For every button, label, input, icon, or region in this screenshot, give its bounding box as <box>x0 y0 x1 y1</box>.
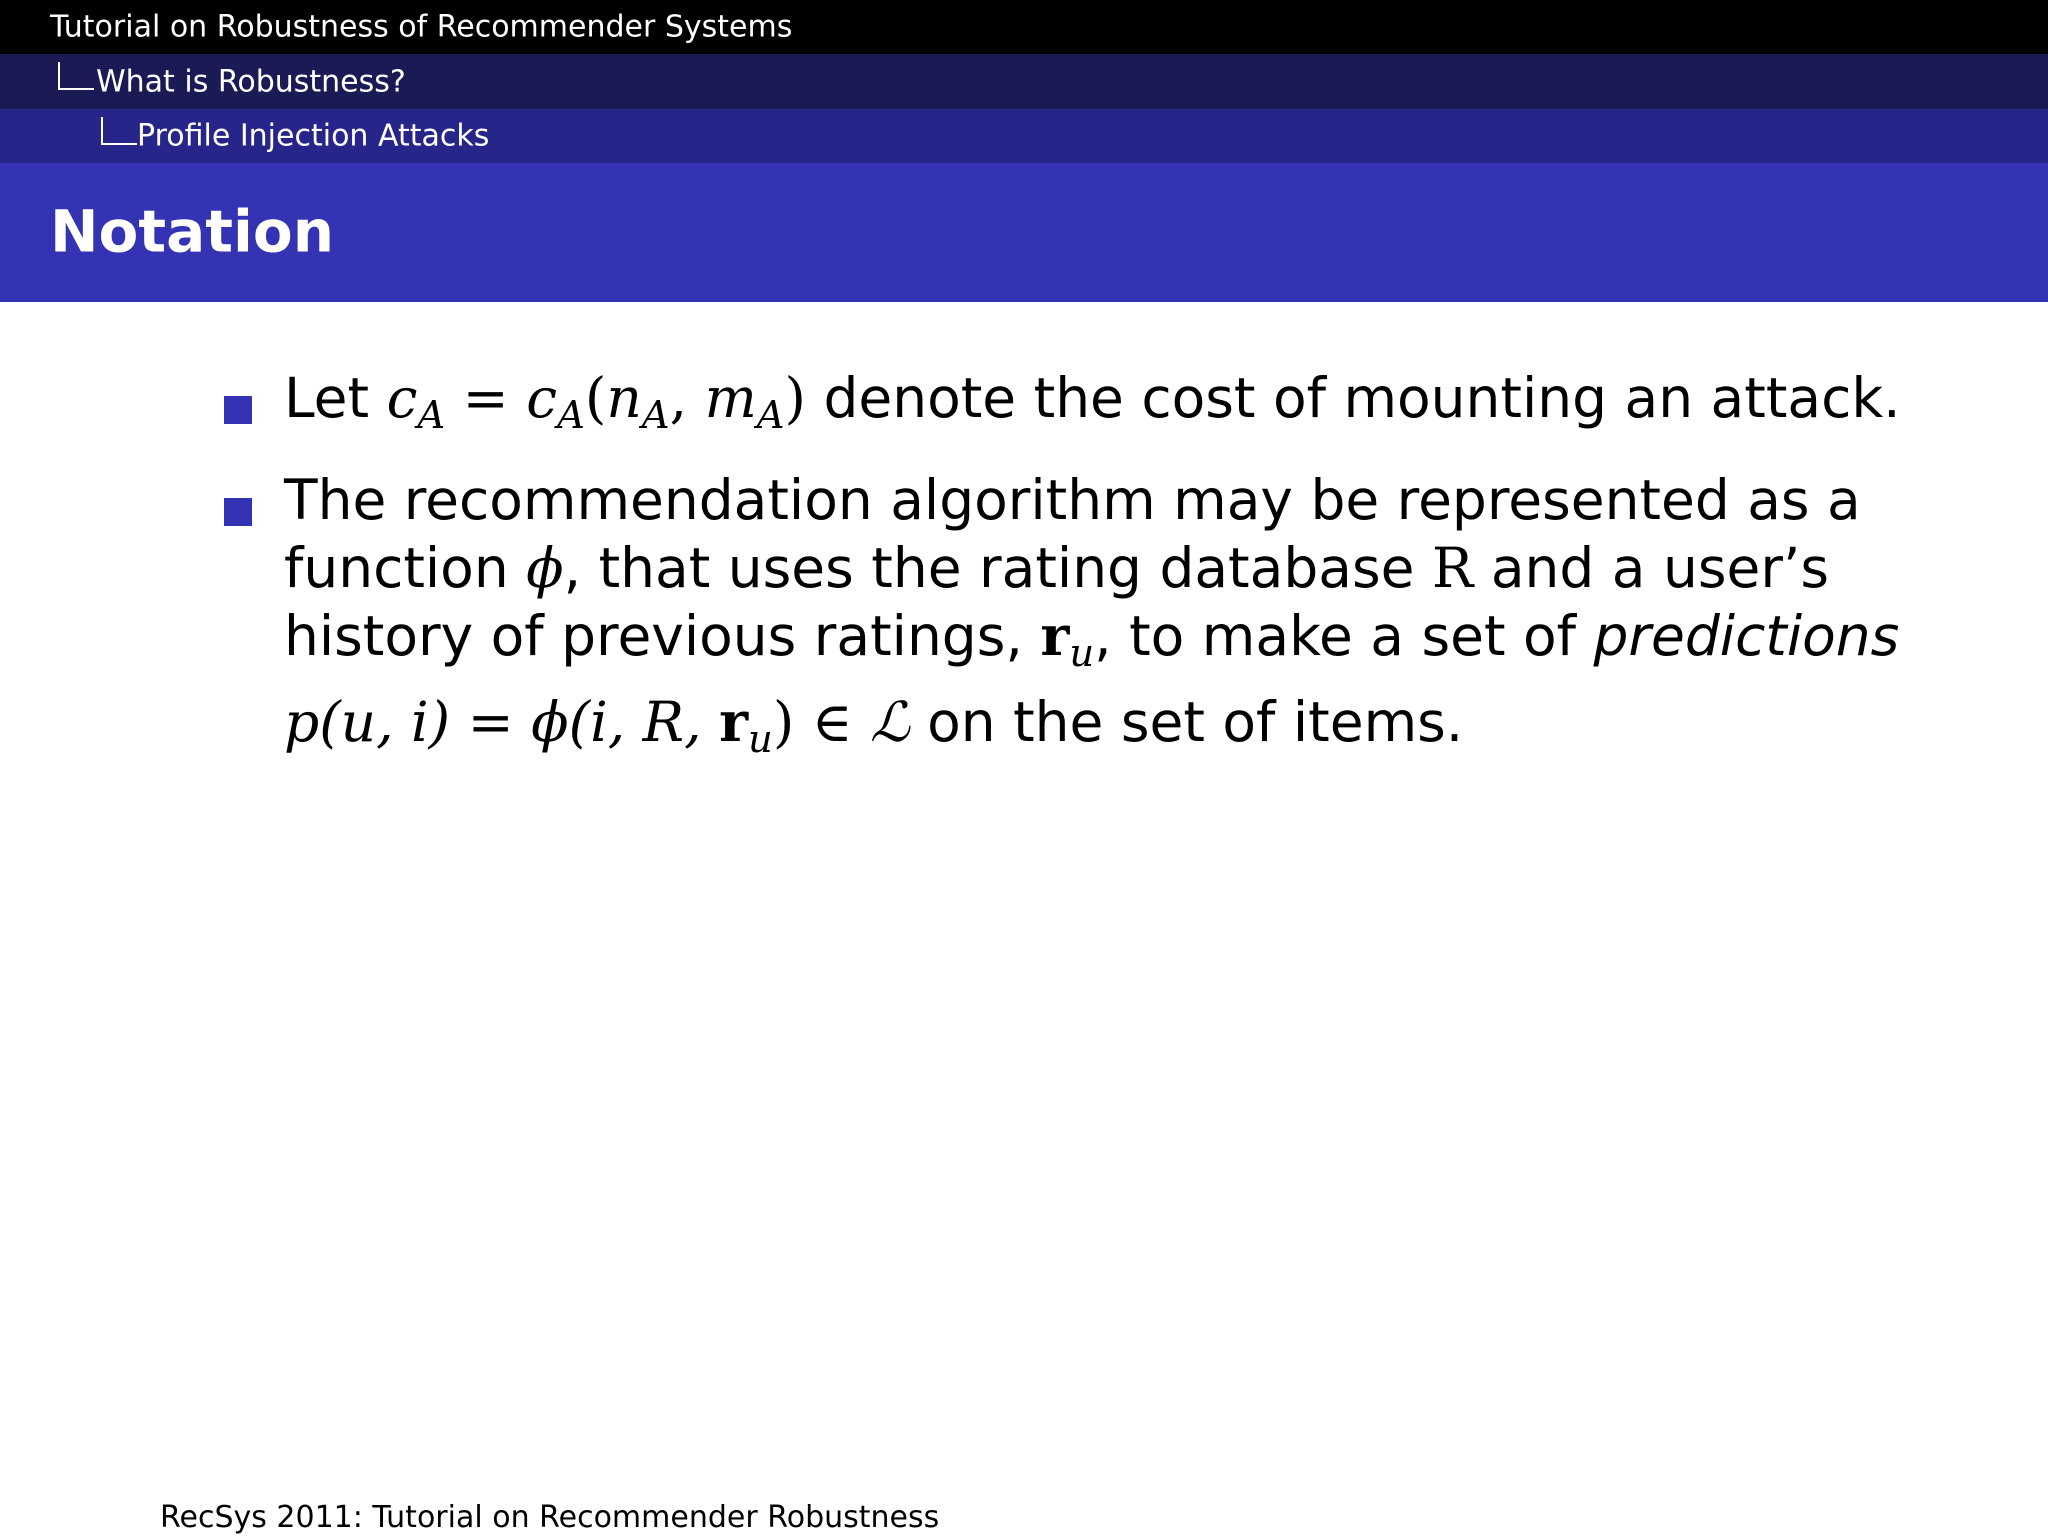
subsection-title: Profile Injection Attacks <box>137 118 490 154</box>
math-n: n <box>606 366 642 430</box>
math-subscript: A <box>641 392 670 438</box>
footer-text: RecSys 2011: Tutorial on Recommender Robustness <box>160 1500 940 1535</box>
math-r-bold: r <box>719 688 749 754</box>
math-paren: ( <box>584 366 607 430</box>
math-paren: ) <box>784 366 806 430</box>
math-equals: = <box>450 689 532 754</box>
tree-branch-icon <box>58 62 94 90</box>
frame-title: Notation <box>50 197 334 266</box>
bullet-text: , that uses the rating database <box>563 535 1432 600</box>
bullet-text: , to make a set of <box>1094 603 1594 668</box>
math-subscript: u <box>1069 630 1095 676</box>
math-phi-call: ϕ(i, R, <box>531 689 720 754</box>
bullet-item-cost <box>222 364 1902 450</box>
bullet-text: Let <box>284 366 387 430</box>
presentation-title: Tutorial on Robustness of Recommender Systems <box>50 9 793 45</box>
frame-title-bar <box>0 163 2048 302</box>
bullet-square-icon <box>224 498 252 526</box>
math-r-bold: r <box>1040 602 1070 668</box>
math-c: c <box>386 366 418 430</box>
math-c: c <box>526 366 558 430</box>
math-subscript: u <box>748 716 773 762</box>
header-subsection-band <box>0 109 2048 163</box>
math-element-of: ∈ <box>794 689 870 754</box>
math-comma: , <box>669 366 705 430</box>
math-subscript: A <box>557 392 585 438</box>
math-phi: ϕ <box>526 535 564 600</box>
emphasis-predictions: predictions <box>1593 603 1900 668</box>
bullet-text: and a user’s history of previous ratings, <box>284 535 1830 668</box>
slide-content <box>222 364 1902 789</box>
math-m: m <box>704 366 757 430</box>
math-equals: = <box>445 366 527 430</box>
bullet-text: on the set of items. <box>909 689 1464 754</box>
bullet-square-icon <box>224 396 252 424</box>
math-p-u-i: p(u, i) <box>284 689 451 754</box>
bullet-item-algorithm <box>222 466 1902 774</box>
math-subscript: A <box>756 392 785 438</box>
bullet-text: The recommendation algorithm may be represented as a function <box>284 467 1861 600</box>
header-presentation-band <box>0 0 2048 54</box>
tree-branch-icon <box>101 117 137 145</box>
math-R: R <box>1431 535 1474 600</box>
bullet-text: denote the cost of mounting an attack. <box>806 366 1901 430</box>
math-script-L: ℒ <box>870 689 910 754</box>
math-paren: ) <box>772 689 795 754</box>
header-section-band <box>0 54 2048 109</box>
math-subscript: A <box>417 392 446 438</box>
section-title: What is Robustness? <box>96 64 406 99</box>
